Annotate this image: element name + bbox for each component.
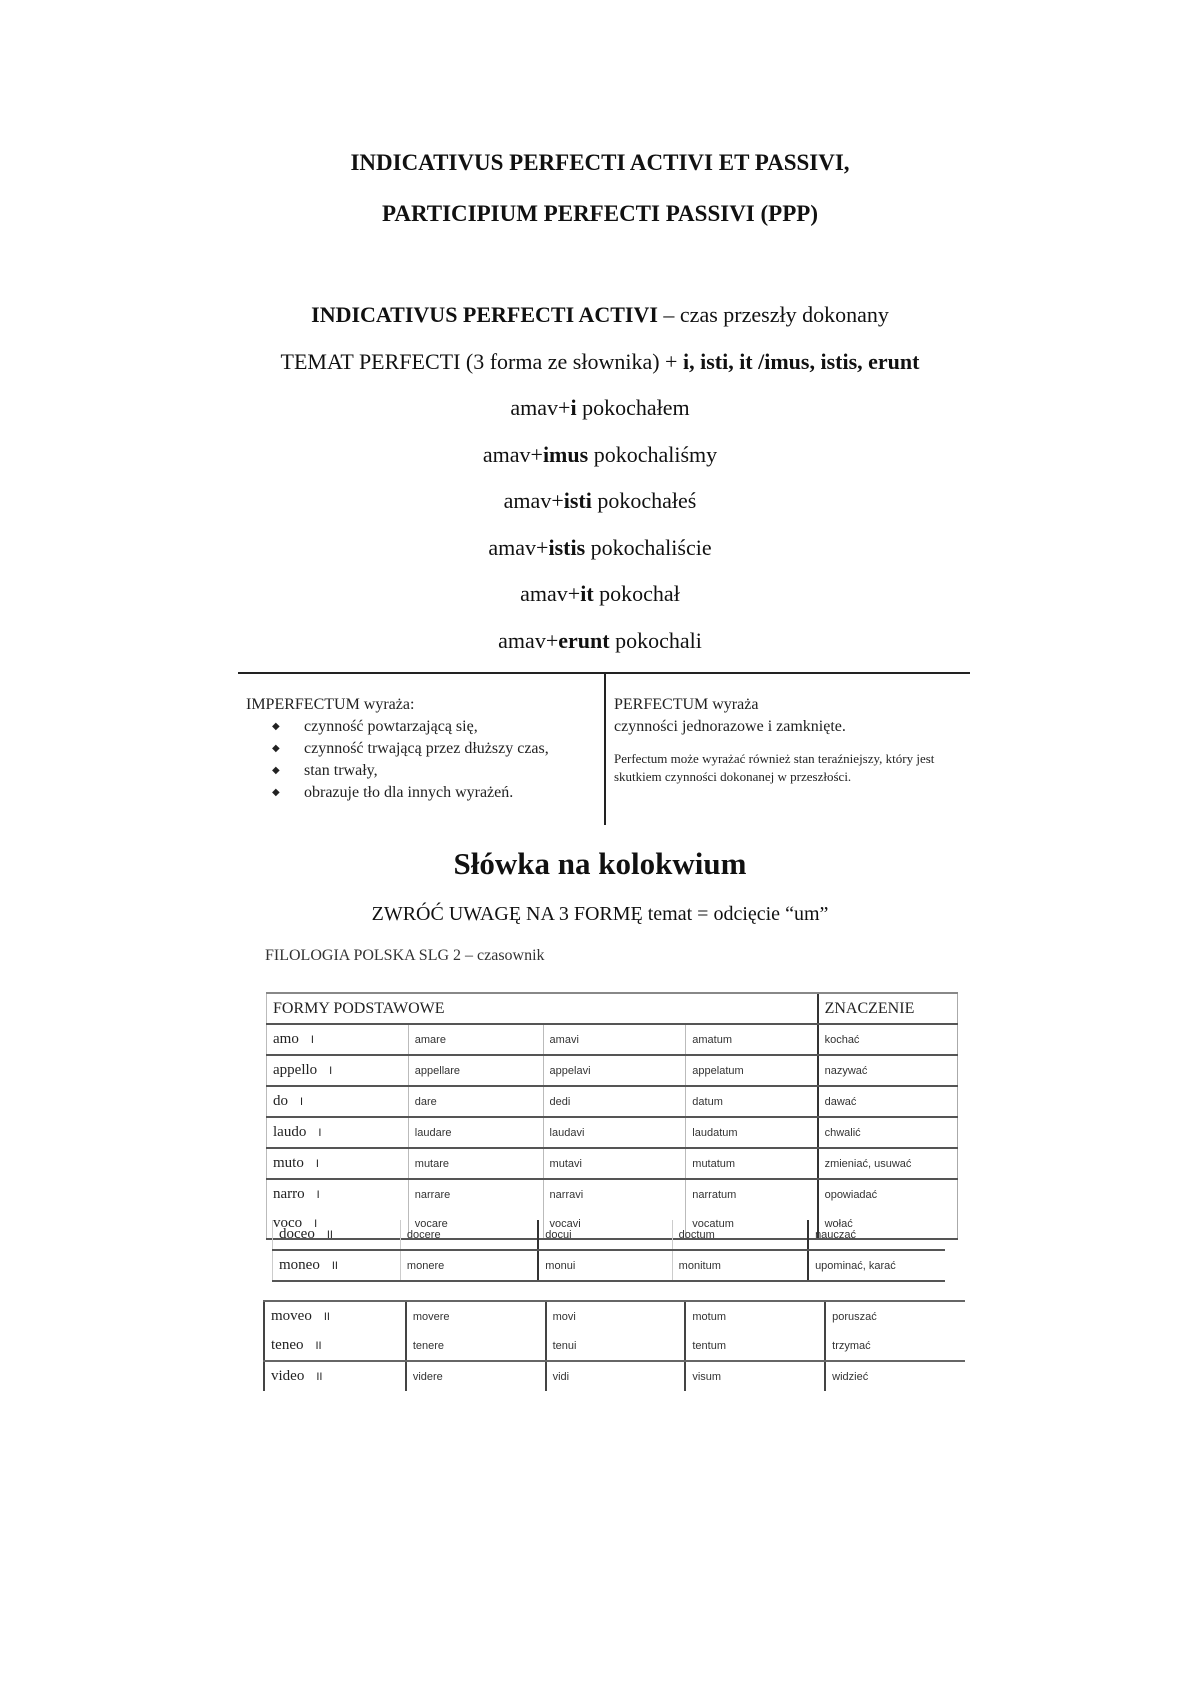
meaning-cell: zmieniać, usuwać bbox=[818, 1148, 958, 1179]
meaning-cell: wołać bbox=[818, 1209, 958, 1239]
inf-cell: docere bbox=[400, 1220, 538, 1250]
table-row bbox=[264, 1361, 965, 1391]
verb-cell bbox=[273, 1250, 401, 1281]
title-line-1: INDICATIVUS PERFECTI ACTIVI ET PASSIVI, bbox=[350, 150, 850, 175]
sup-cell: vocatum bbox=[686, 1209, 818, 1239]
meaning-cell: opowiadać bbox=[818, 1179, 958, 1209]
conjugation: I bbox=[316, 1189, 320, 1201]
conjugation: II bbox=[316, 1371, 323, 1383]
conjugation: I bbox=[300, 1096, 304, 1108]
form-stem: amav+ bbox=[520, 581, 581, 606]
inf-cell: amare bbox=[408, 1024, 543, 1055]
header-forms: FORMY PODSTAWOWE bbox=[267, 993, 818, 1024]
vocab-table-3 bbox=[263, 1300, 965, 1391]
table-row bbox=[264, 1331, 965, 1361]
table-row bbox=[273, 1250, 946, 1281]
perf-cell: vocavi bbox=[543, 1209, 686, 1239]
list-item: ◆ obrazuje tło dla innych wyrażeń. bbox=[304, 782, 549, 804]
table-row bbox=[267, 1179, 958, 1209]
verb-cell bbox=[264, 1331, 406, 1361]
section-heading bbox=[0, 302, 1200, 328]
inf-cell: laudare bbox=[408, 1117, 543, 1148]
verb-cell bbox=[273, 1220, 401, 1250]
sup-cell: datum bbox=[686, 1086, 818, 1117]
sup-cell: motum bbox=[685, 1301, 825, 1331]
meaning-cell: nauczać bbox=[808, 1220, 945, 1250]
table-row bbox=[267, 1148, 958, 1179]
sup-cell: tentum bbox=[685, 1331, 825, 1361]
sup-cell: monitum bbox=[672, 1250, 808, 1281]
conjugation: I bbox=[310, 1034, 314, 1046]
inf-cell: videre bbox=[406, 1361, 546, 1391]
meaning-cell: upominać, karać bbox=[808, 1250, 945, 1281]
vocab-heading: Słówka na kolokwium bbox=[453, 846, 747, 881]
conjugation-line bbox=[0, 628, 1200, 654]
sup-cell: narratum bbox=[686, 1179, 818, 1209]
divider-vertical bbox=[604, 672, 606, 825]
table-row bbox=[264, 1301, 965, 1331]
verb: muto bbox=[273, 1155, 304, 1171]
verb-cell bbox=[267, 1024, 409, 1055]
perfectum-box bbox=[614, 694, 974, 786]
perf-cell: tenui bbox=[546, 1331, 686, 1361]
inf-cell: appellare bbox=[408, 1055, 543, 1086]
meaning-cell: poruszać bbox=[825, 1301, 965, 1331]
verb: moneo bbox=[279, 1257, 320, 1273]
vocab-source: FILOLOGIA POLSKA SLG 2 – czasownik bbox=[265, 947, 545, 964]
perf-cell: narravi bbox=[543, 1179, 686, 1209]
conjugation-line bbox=[0, 581, 1200, 607]
form-meaning: pokochali bbox=[609, 627, 702, 653]
inf-cell: tenere bbox=[406, 1331, 546, 1361]
conjugation: I bbox=[314, 1218, 318, 1230]
meaning-cell: nazywać bbox=[818, 1055, 958, 1086]
verb: amo bbox=[273, 1031, 299, 1047]
vocab-table-2 bbox=[272, 1220, 945, 1282]
rule-endings: i, isti, it /imus, istis, erunt bbox=[682, 349, 920, 374]
verb: moveo bbox=[271, 1308, 312, 1324]
perfect-rule bbox=[0, 349, 1200, 375]
conjugation-line bbox=[0, 488, 1200, 514]
vocab-note: ZWRÓĆ UWAGĘ NA 3 FORMĘ temat = odcięcie “um” bbox=[371, 903, 829, 925]
sup-cell: visum bbox=[685, 1361, 825, 1391]
title-line-2: PARTICIPIUM PERFECTI PASSIVI (PPP) bbox=[382, 201, 818, 226]
inf-cell: vocare bbox=[408, 1209, 543, 1239]
perf-cell: monui bbox=[538, 1250, 672, 1281]
verb-cell bbox=[267, 1148, 409, 1179]
imperfectum-box bbox=[246, 694, 549, 804]
conjugation: II bbox=[315, 1340, 322, 1352]
verb-cell bbox=[267, 1055, 409, 1086]
form-meaning: pokochałem bbox=[576, 395, 690, 420]
table-row bbox=[267, 1086, 958, 1117]
form-stem: amav+ bbox=[488, 534, 549, 560]
perfectum-title: PERFECTUM wyraża bbox=[614, 696, 759, 713]
inf-cell: narrare bbox=[408, 1179, 543, 1209]
header-meaning: ZNACZENIE bbox=[818, 993, 958, 1024]
form-ending: isti bbox=[563, 488, 592, 513]
meaning-cell: widzieć bbox=[825, 1361, 965, 1391]
verb: doceo bbox=[279, 1226, 315, 1242]
conjugation: II bbox=[331, 1260, 338, 1272]
sup-cell: amatum bbox=[686, 1024, 818, 1055]
form-meaning: pokochaliście bbox=[585, 534, 712, 560]
table-row bbox=[267, 1117, 958, 1148]
verb-cell bbox=[264, 1301, 406, 1331]
form-ending: it bbox=[580, 581, 594, 606]
verb-cell bbox=[267, 1086, 409, 1117]
verb: narro bbox=[273, 1186, 305, 1202]
inf-cell: movere bbox=[406, 1301, 546, 1331]
verb-cell bbox=[267, 1117, 409, 1148]
verb: voco bbox=[273, 1215, 303, 1231]
verb: video bbox=[271, 1368, 305, 1384]
list-item: ◆ czynność powtarzającą się, bbox=[304, 716, 549, 738]
form-ending: imus bbox=[542, 441, 589, 467]
perf-cell: docui bbox=[538, 1220, 672, 1250]
meaning-cell: chwalić bbox=[818, 1117, 958, 1148]
perf-cell: movi bbox=[546, 1301, 686, 1331]
inf-cell: monere bbox=[400, 1250, 538, 1281]
verb: teneo bbox=[271, 1337, 304, 1353]
sup-cell: doctum bbox=[672, 1220, 808, 1250]
form-meaning: pokochaliśmy bbox=[588, 441, 718, 467]
sup-cell: laudatum bbox=[686, 1117, 818, 1148]
verb-cell bbox=[264, 1361, 406, 1391]
list-item: ◆ czynność trwającą przez dłuższy czas, bbox=[304, 738, 549, 760]
vocab-table-1 bbox=[266, 992, 958, 1240]
conjugation-line bbox=[0, 535, 1200, 561]
perf-cell: dedi bbox=[543, 1086, 686, 1117]
list-item: ◆ stan trwały, bbox=[304, 760, 549, 782]
form-ending: i bbox=[570, 395, 577, 420]
section-heading-bold: INDICATIVUS PERFECTI ACTIVI bbox=[311, 302, 658, 327]
form-stem: amav+ bbox=[482, 441, 543, 467]
verb: laudo bbox=[273, 1124, 307, 1140]
form-stem: amav+ bbox=[498, 627, 559, 653]
perf-cell: vidi bbox=[546, 1361, 686, 1391]
form-stem: amav+ bbox=[503, 488, 564, 513]
perf-cell: appelavi bbox=[543, 1055, 686, 1086]
imperfectum-list bbox=[246, 716, 549, 804]
form-ending: istis bbox=[548, 534, 586, 560]
conjugation-line bbox=[0, 442, 1200, 468]
verb: appello bbox=[273, 1062, 318, 1078]
perfectum-note: Perfectum może wyrażać również stan teraźniejszy, który jest skutkiem czynności dokonanej w przeszłości. bbox=[614, 751, 935, 784]
conjugation-line bbox=[0, 395, 1200, 421]
imperfectum-title: IMPERFECTUM wyraża: bbox=[246, 696, 415, 713]
meaning-cell: trzymać bbox=[825, 1331, 965, 1361]
conjugation: I bbox=[318, 1127, 322, 1139]
table-row bbox=[273, 1220, 946, 1250]
meaning-cell: dawać bbox=[818, 1086, 958, 1117]
table-row bbox=[267, 1024, 958, 1055]
form-stem: amav+ bbox=[510, 395, 571, 420]
perf-cell: laudavi bbox=[543, 1117, 686, 1148]
inf-cell: mutare bbox=[408, 1148, 543, 1179]
rule-plain: TEMAT PERFECTI (3 forma ze słownika) + bbox=[280, 349, 683, 374]
conjugation: I bbox=[329, 1065, 333, 1077]
form-ending: erunt bbox=[558, 627, 610, 653]
conjugation: II bbox=[323, 1311, 330, 1323]
form-meaning: pokochał bbox=[593, 581, 680, 606]
verb: do bbox=[273, 1093, 288, 1109]
perf-cell: amavi bbox=[543, 1024, 686, 1055]
section-heading-rest: – czas przeszły dokonany bbox=[657, 302, 889, 327]
inf-cell: dare bbox=[408, 1086, 543, 1117]
table-row bbox=[267, 1055, 958, 1086]
meaning-cell: kochać bbox=[818, 1024, 958, 1055]
conjugation: II bbox=[326, 1229, 333, 1241]
table-header-row bbox=[267, 993, 958, 1024]
perfectum-text: czynności jednorazowe i zamknięte. bbox=[614, 718, 846, 735]
perf-cell: mutavi bbox=[543, 1148, 686, 1179]
form-meaning: pokochałeś bbox=[591, 488, 697, 513]
sup-cell: mutatum bbox=[686, 1148, 818, 1179]
verb-cell bbox=[267, 1179, 409, 1209]
conjugation: I bbox=[315, 1158, 319, 1170]
sup-cell: appelatum bbox=[686, 1055, 818, 1086]
